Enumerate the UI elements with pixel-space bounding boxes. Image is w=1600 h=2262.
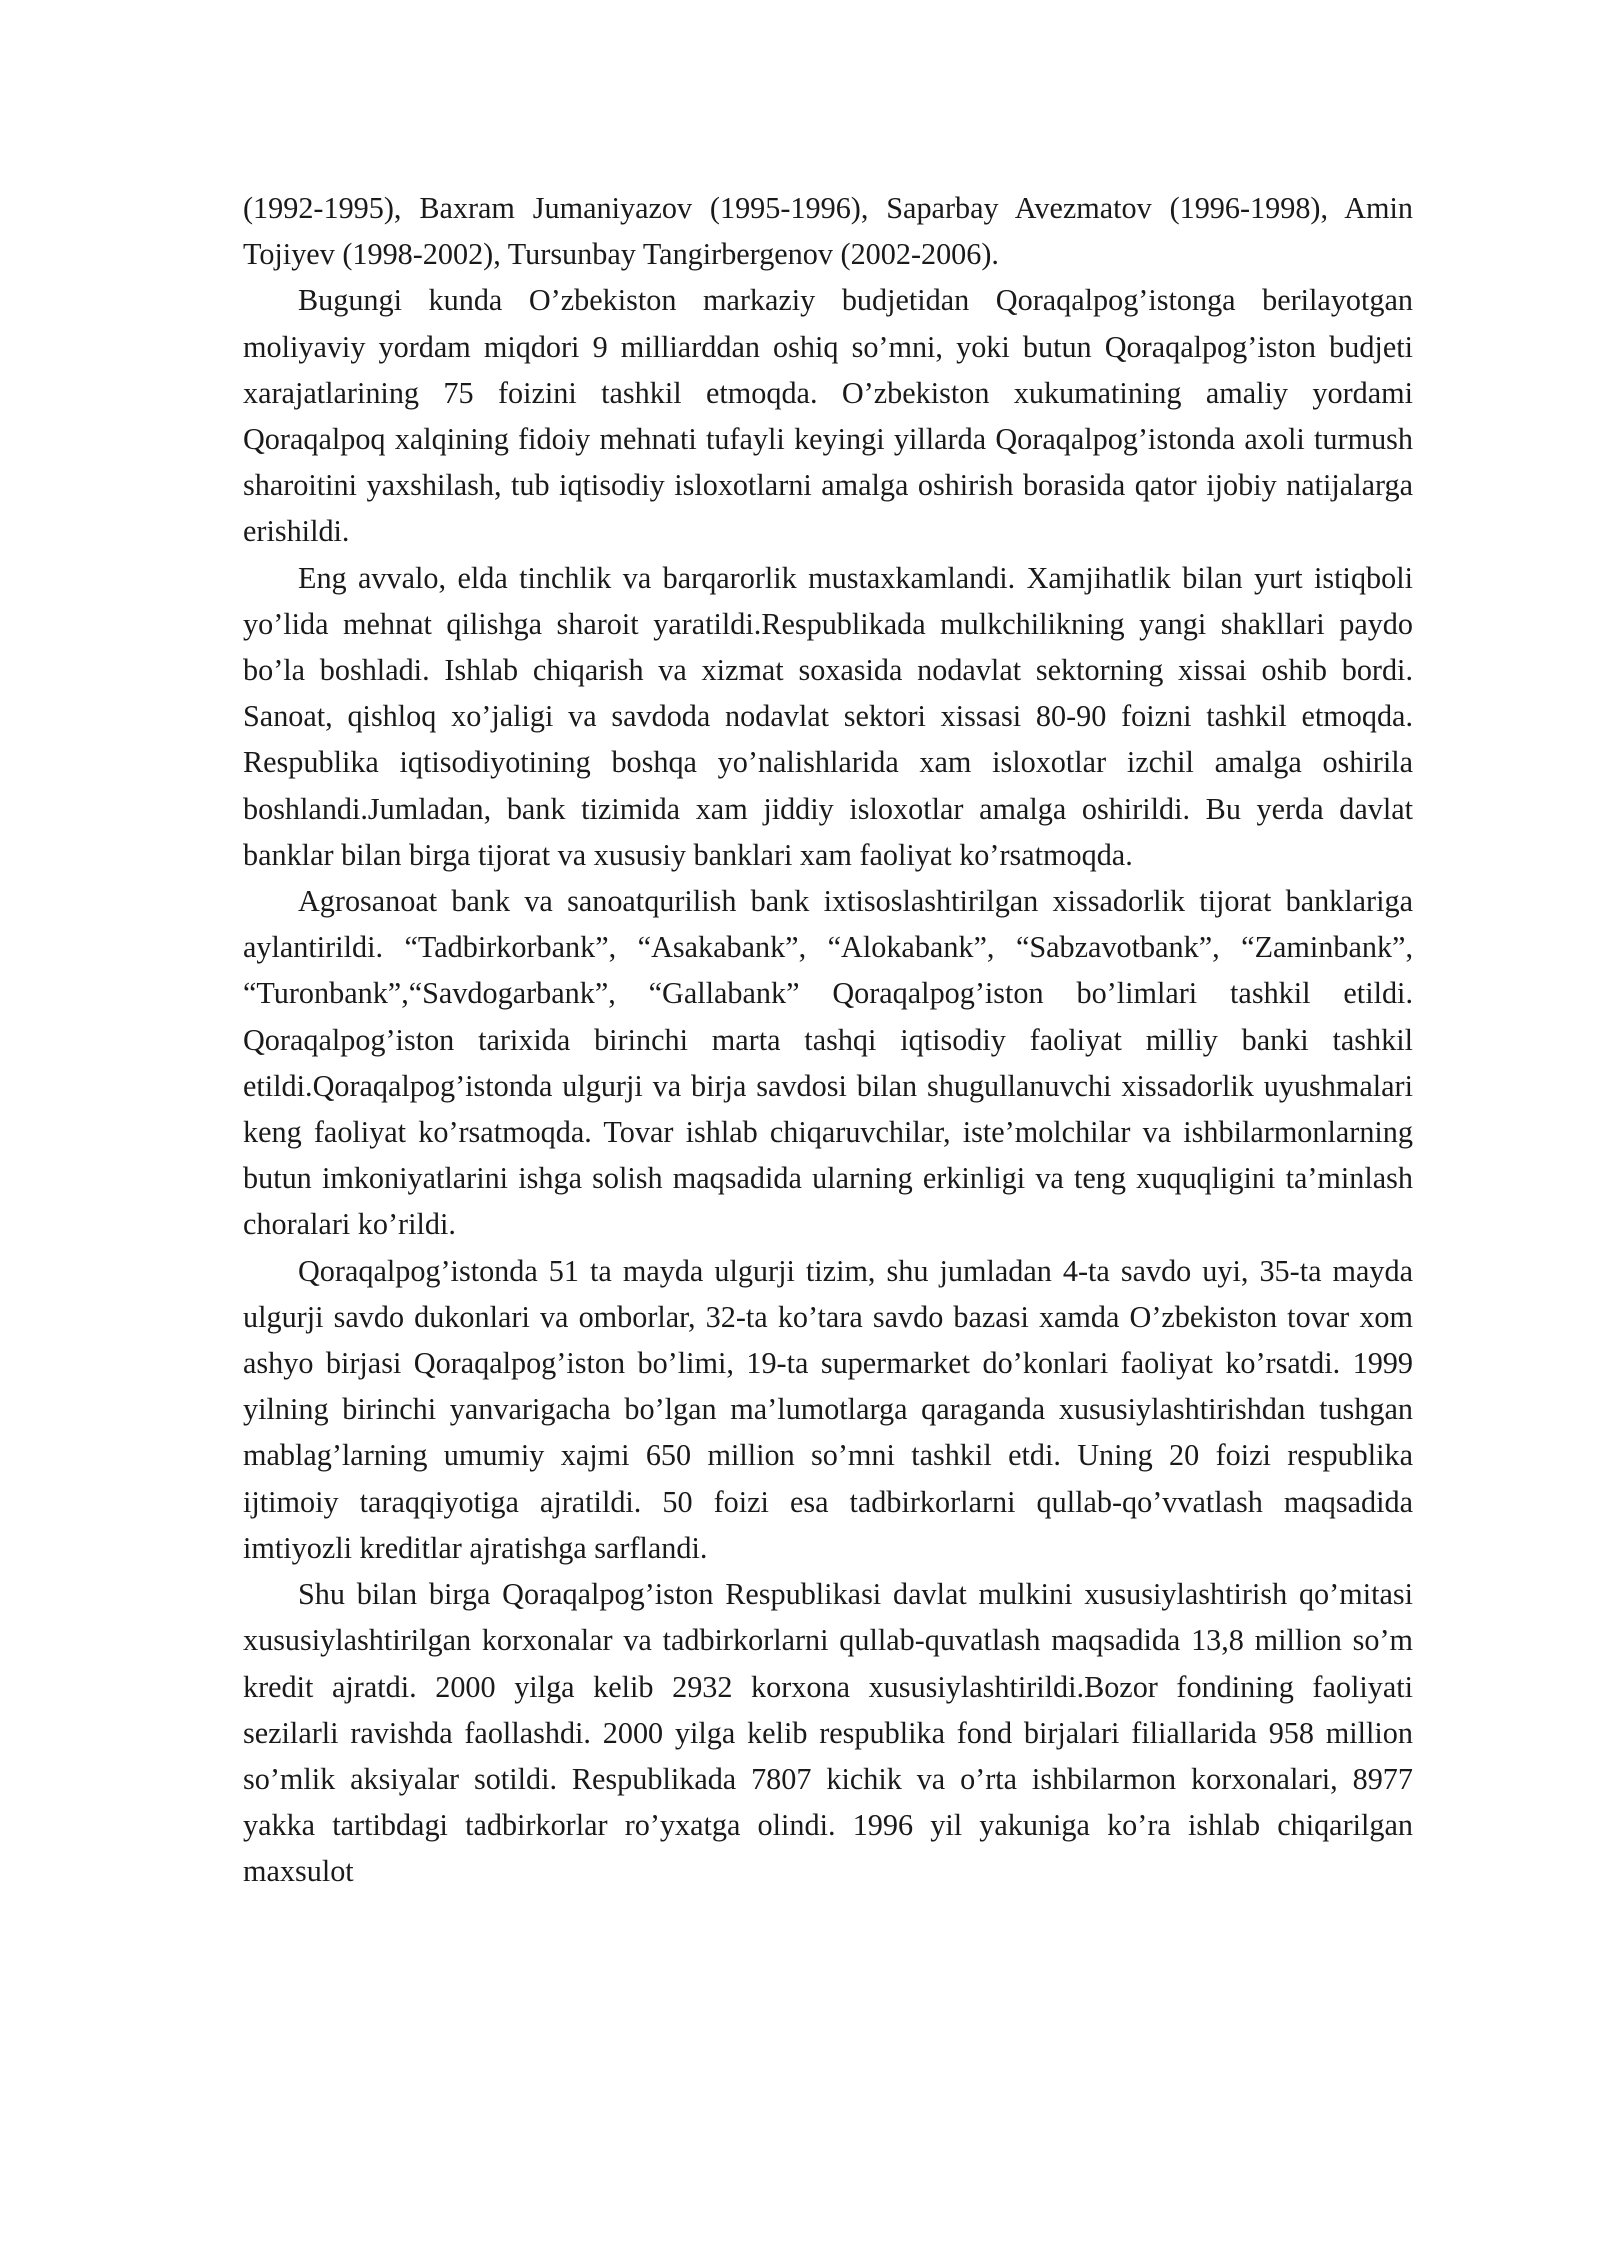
paragraph-privatization: Shu bilan birga Qoraqalpog’iston Respublikasi davlat mulkini xususiylashtirish qo’mitasi xususiylashtirilgan korxonalar va tadbirkorlarni qullab-quvatlash maqsadida 13,8 million so’m kredit ajratdi. 2000 yilga kelib 2932 korxona xususiylashtirildi.Bozor fondining faoliyati sezilarli ravishda faollashdi. 2000 yilga kelib respublika fond birjalari filiallarida 958 million so’mlik aksiyalar sotildi. Respublikada 7807 kichik va o’rta ishbilarmon korxonalari, 8977 yakka tartibdagi tadbirkorlar ro’yxatga olindi. 1996 yil yakuniga ko’ra ishlab chiqarilgan maxsulot <box>243 1577 1413 1889</box>
paragraph-stability: Eng avvalo, elda tinchlik va barqarorlik mustaxkamlandi. Xamjihatlik bilan yurt istiqboli yo’lida mehnat qilishga sharoit yaratildi.Respublikada mulkchilikning yangi shakllari paydo bo’la boshladi. Ishlab chiqarish va xizmat soxasida nodavlat sektorning xissai oshib bordi. Sanoat, qishloq xo’jaligi va savdoda nodavlat sektori xissasi 80-90 foizni tashkil etmoqda. Respublika iqtisodiyotining boshqa yo’nalishlarida xam isloxotlar izchil amalga oshirila boshlandi.Jumladan, bank tizimida xam jiddiy isloxotlar amalga oshirildi. Bu yerda davlat banklar bilan birga tijorat va xususiy banklari xam faoliyat ko’rsatmoqda. <box>243 560 1413 872</box>
paragraph-banks: Agrosanoat bank va sanoatqurilish bank ixtisoslashtirilgan xissadorlik tijorat banklariga aylantirildi. “Tadbirkorbank”, “Asakabank”, “Alokabank”, “Sabzavotbank”, “Zaminbank”, “Turonbank”,“Savdogarbank”, “Gallabank” Qoraqalpog’iston bo’limlari tashkil etildi. Qoraqalpog’iston tarixida birinchi marta tashqi iqtisodiy faoliyat milliy banki tashkil etildi.Qoraqalpog’istonda ulgurji va birja savdosi bilan shugullanuvchi xissadorlik uyushmalari keng faoliyat ko’rsatmoqda. Tovar ishlab chiqaruvchilar, iste’molchilar va ishbilarmonlarning butun imkoniyatlarini ishga solish maqsadida ularning erkinligi va teng xuquqligini ta’minlash choralari ko’rildi. <box>243 884 1413 1242</box>
document-body <box>243 185 1413 1895</box>
paragraph-budget: Bugungi kunda O’zbekiston markaziy budjetidan Qoraqalpog’istonga berilayotgan moliyaviy yordam miqdori 9 milliarddan oshiq so’mni, yoki butun Qoraqalpog’iston budjeti xarajatlarining 75 foizini tashkil etmoqda. O’zbekiston xukumatining amaliy yordami Qoraqalpoq xalqining fidoiy mehnati tufayli keyingi yillarda Qoraqalpog’istonda axoli turmush sharoitini yaxshilash, tub iqtisodiy isloxotlarni amalga oshirish borasida qator ijobiy natijalarga erishildi. <box>243 283 1413 549</box>
paragraph-trade: Qoraqalpog’istonda 51 ta mayda ulgurji tizim, shu jumladan 4-ta savdo uyi, 35-ta mayda ulgurji savdo dukonlari va omborlar, 32-ta ko’tara savdo bazasi xamda O’zbekiston tovar xom ashyo birjasi Qoraqalpog’iston bo’limi, 19-ta supermarket do’konlari faoliyat ko’rsatdi. 1999 yilning birinchi yanvarigacha bo’lgan ma’lumotlarga qaraganda xususiylashtirishdan tushgan mablag’larning umumiy xajmi 650 million so’mni tashkil etdi. Uning 20 foizi respublika ijtimoiy taraqqiyotiga ajratildi. 50 foizi esa tadbirkorlarni qullab-qo’vvatlash maqsadida imtiyozli kreditlar ajratishga sarflandi. <box>243 1253 1413 1565</box>
paragraph-continuation: (1992-1995), Baxram Jumaniyazov (1995-1996), Saparbay Avezmatov (1996-1998), Amin Tojiyev (1998-2002), Tursunbay Tangirbergenov (2002-2006). <box>243 191 1413 272</box>
